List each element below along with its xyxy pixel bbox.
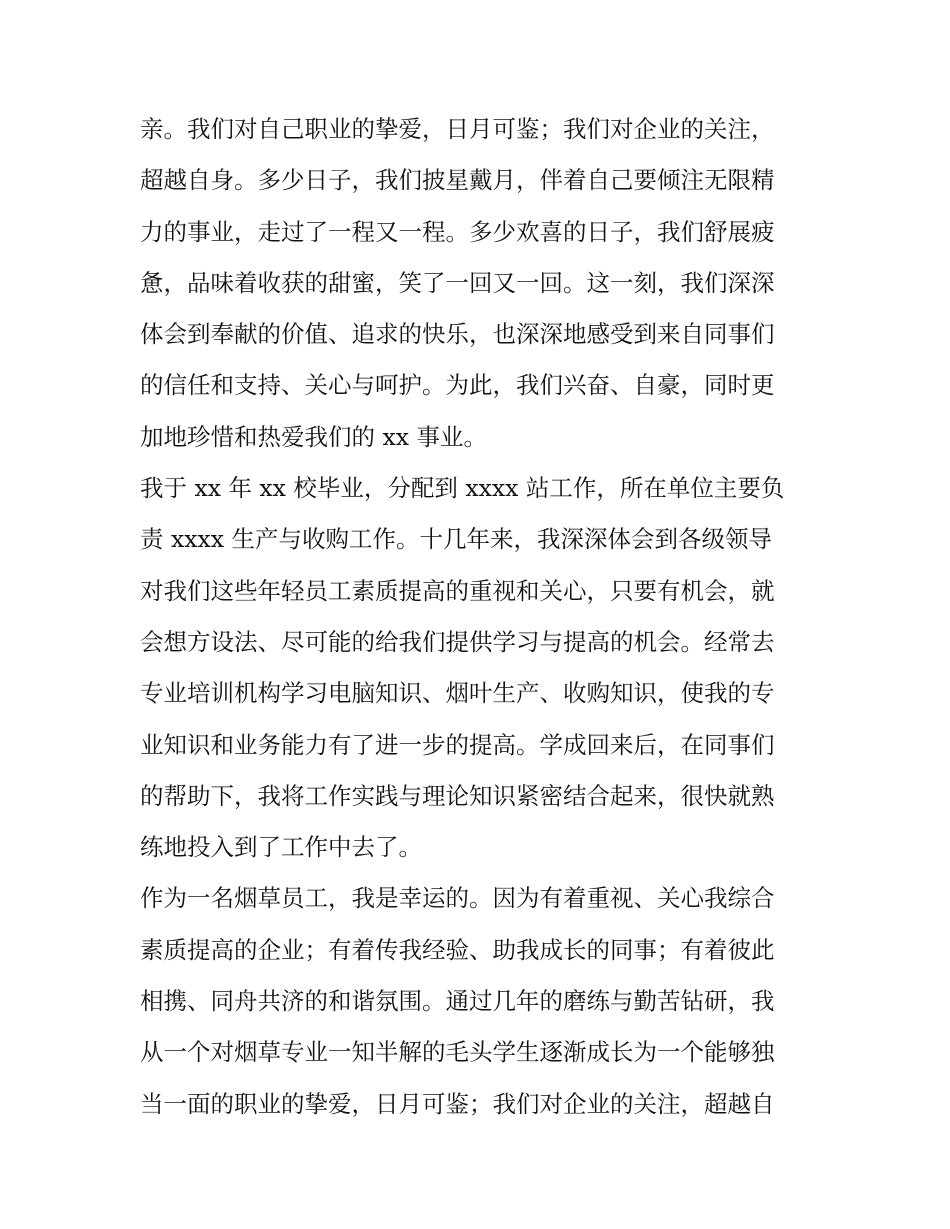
- text-line: 的信任和支持、关心与呵护。为此，我们兴奋、自豪，同时更: [140, 371, 775, 400]
- text-line: 相携、同舟共济的和谐氛围。通过几年的磨练与勤苦钻研，我: [140, 987, 775, 1016]
- text-line: 当一面的职业的挚爱，日月可鉴；我们对企业的关注，超越自: [140, 1089, 775, 1118]
- text-line: 从一个对烟草专业一知半解的毛头学生逐渐成长为一个能够独: [140, 1038, 775, 1067]
- text-line: 作为一名烟草员工，我是幸运的。因为有着重视、关心我综合: [140, 884, 775, 913]
- text-line: 体会到奉献的价值、追求的快乐，也深深地感受到来自同事们: [140, 320, 775, 349]
- text-line: 练地投入到了工作中去了。: [140, 833, 422, 862]
- text-line: 专业培训机构学习电脑知识、烟叶生产、收购知识，使我的专: [140, 679, 775, 708]
- text-line: 的帮助下，我将工作实践与理论知识紧密结合起来，很快就熟: [140, 781, 775, 810]
- text-line: 责 xxxx 生产与收购工作。十几年来，我深深体会到各级领导: [140, 525, 772, 554]
- text-line: 业知识和业务能力有了进一步的提高。学成回来后，在同事们: [140, 730, 775, 759]
- text-line: 加地珍惜和热爱我们的 xx 事业。: [140, 422, 487, 451]
- text-line: 超越自身。多少日子，我们披星戴月，伴着自己要倾注无限精: [140, 166, 775, 195]
- text-line: 我于 xx 年 xx 校毕业，分配到 xxxx 站工作，所在单位主要负: [140, 474, 785, 503]
- document-body: [140, 104, 820, 1130]
- text-line: 力的事业，走过了一程又一程。多少欢喜的日子，我们舒展疲: [140, 217, 775, 246]
- text-line: 亲。我们对自己职业的挚爱，日月可鉴；我们对企业的关注，: [140, 115, 775, 143]
- text-line: 对我们这些年轻员工素质提高的重视和关心，只要有机会，就: [140, 576, 775, 605]
- text-line: 惫，品味着收获的甜蜜，笑了一回又一回。这一刻，我们深深: [140, 268, 775, 297]
- text-line: 会想方设法、尽可能的给我们提供学习与提高的机会。经常去: [140, 627, 775, 656]
- text-line: 素质提高的企业；有着传我经验、助我成长的同事；有着彼此: [140, 935, 775, 964]
